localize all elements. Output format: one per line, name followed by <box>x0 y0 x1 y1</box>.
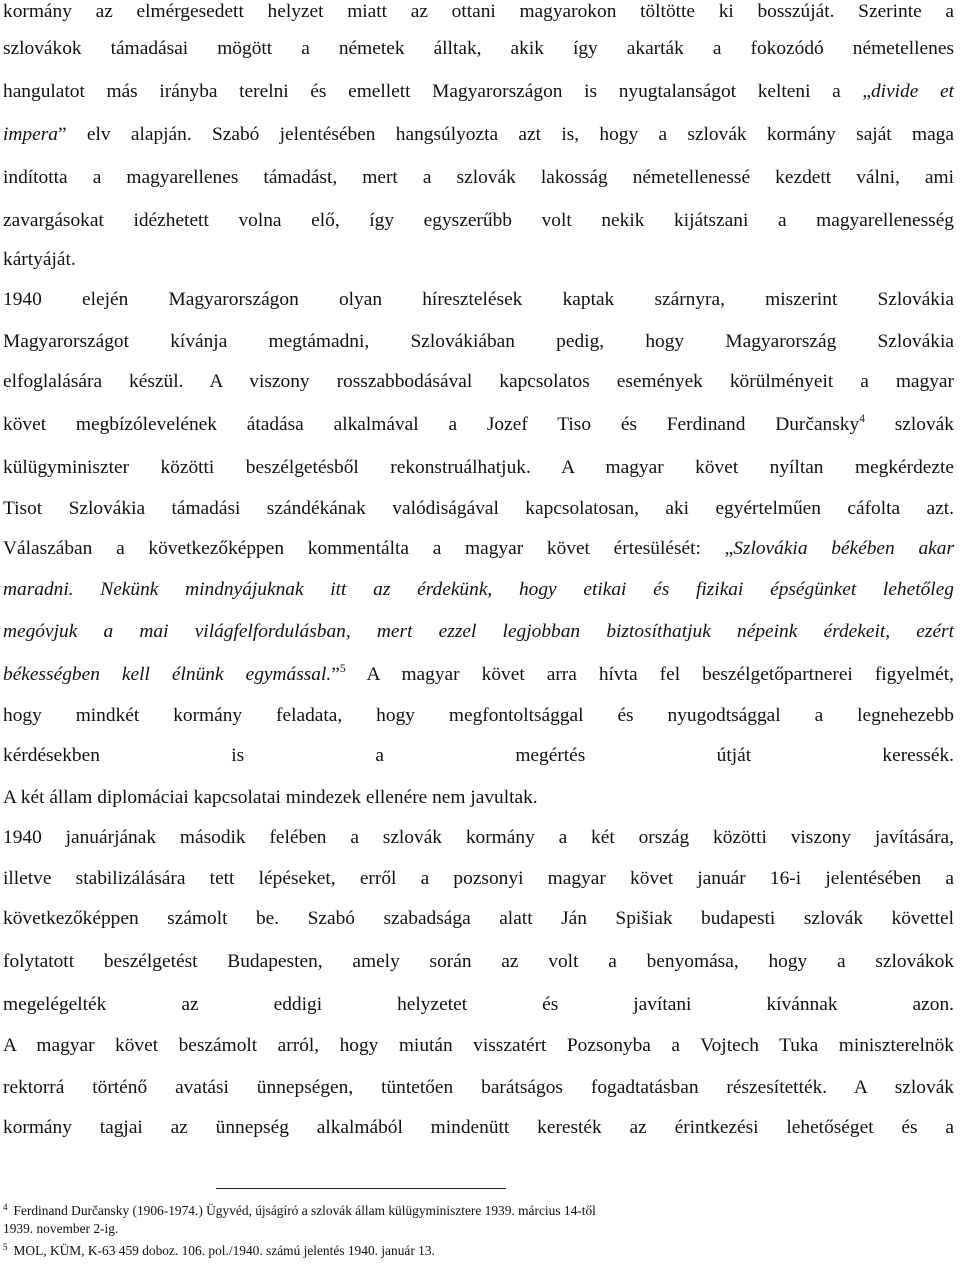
text-line <box>3 330 954 354</box>
text-line <box>3 950 954 974</box>
text-line <box>3 744 954 768</box>
text-line <box>3 620 954 644</box>
text-line <box>3 826 954 850</box>
text-segment: A két állam diplomáciai kapcsolatai mindezek ellenére nem javultak. <box>3 787 538 808</box>
text-segment: Magyarországot kívánja megtámadni, Szlovákiában pedig, hogy Magyarország Szlovákia <box>3 331 954 352</box>
text-line <box>3 993 954 1017</box>
text-segment: illetve stabilizálására tett lépéseket, erről a pozsonyi magyar követ január 16-i jelentésében a <box>3 868 954 889</box>
text-segment: kormány tagjai az ünnepség alkalmából mindenütt keresték az érintkezési lehetőséget és a <box>3 1117 954 1138</box>
text-line <box>3 248 954 272</box>
text-segment: külügyminiszter közötti beszélgetésből rekonstruálhatjuk. A magyar követ nyíltan megkérdezte <box>3 457 954 478</box>
text-segment: maradni. Nekünk mindnyájuknak itt az érdekünk, hogy etikai és fizikai épségünket lehetőleg <box>3 579 954 600</box>
text-line <box>3 867 954 891</box>
text-segment: hogy mindkét kormány feladata, hogy megfontoltsággal és nyugodtsággal a legnehezebb <box>3 705 954 726</box>
text-segment: szlovák <box>864 414 954 435</box>
text-line <box>3 123 954 147</box>
text-line <box>3 578 954 602</box>
footnote-number: 5 <box>3 1242 8 1252</box>
footnote-text: MOL, KÜM, K-63 459 doboz. 106. pol./1940. számú jelentés 1940. január 13. <box>13 1243 435 1258</box>
text-segment: Tisot Szlovákia támadási szándékának valódiságával kapcsolatosan, aki egyértelműen cáfolta azt. <box>3 498 954 519</box>
footnote-text: Ferdinand Durčansky (1906-1974.) Ügyvéd, újságíró a szlovák állam külügyminisztere 1939. március 14-től <box>13 1203 596 1218</box>
text-segment: szlovákok támadásai mögött a németek álltak, akik így akarták a fokozódó németellenes <box>3 38 954 59</box>
text-segment: impera <box>3 124 58 145</box>
footnote-ref: 5 <box>339 663 346 675</box>
text-segment: 1940 elején Magyarországon olyan híresztelések kaptak szárnyra, miszerint Szlovákia <box>3 289 954 310</box>
text-line <box>3 209 954 233</box>
footnote-separator <box>216 1188 506 1189</box>
text-segment: ” <box>331 664 340 685</box>
text-line <box>3 456 954 480</box>
text-segment: kártyáját. <box>3 249 76 270</box>
text-line <box>3 37 954 61</box>
text-segment: A magyar követ arra hívta fel beszélgetőpartnerei figyelmét, <box>345 664 954 685</box>
text-segment: zavargásokat idézhetett volna elő, így egyszerűbb volt nekik kijátszani a magyarellenesség <box>3 210 954 231</box>
text-segment: indította a magyarellenes támadást, mert a szlovák lakosság németellenessé kezdett válni, ami <box>3 167 954 188</box>
text-line <box>3 288 954 312</box>
text-segment: ” elv alapján. Szabó jelentésében hangsúlyozta azt is, hogy a szlovák kormány saját maga <box>57 124 954 145</box>
footnote-number: 4 <box>3 1202 8 1212</box>
text-segment: megóvjuk a mai világfelfordulásban, mert ezzel legjobban biztosíthatjuk népeink érdekeit, ezért <box>3 621 954 642</box>
text-segment: kérdésekben is a megértés útját keressék. <box>3 745 954 766</box>
text-segment: rektorrá történő avatási ünnepségen, tüntetően barátságos fogadtatásban részesítették. A szlovák <box>3 1077 954 1098</box>
text-segment: megelégelték az eddigi helyzetet és javítani kívánnak azon. <box>3 994 954 1015</box>
text-line <box>3 1076 954 1100</box>
text-line <box>3 370 954 394</box>
text-segment: 1940 januárjának második felében a szlovák kormány a két ország közötti viszony javítására, <box>3 827 954 848</box>
text-segment: követ megbízólevelének átadása alkalmával a Jozef Tiso és Ferdinand Durčansky <box>3 414 860 435</box>
text-line <box>3 80 954 104</box>
text-line <box>3 413 954 437</box>
text-line <box>3 0 954 24</box>
text-line <box>3 663 954 687</box>
text-line <box>3 497 954 521</box>
text-segment: divide et <box>870 81 954 102</box>
text-line <box>3 907 954 931</box>
text-segment: folytatott beszélgetést Budapesten, amely során az volt a benyomása, hogy a szlovákok <box>3 951 954 972</box>
footnote-ref: 4 <box>859 413 865 425</box>
text-segment: A magyar követ beszámolt arról, hogy miután visszatért Pozsonyba a Vojtech Tuka miniszterelnök <box>3 1035 954 1056</box>
footnote <box>3 1243 954 1259</box>
text-segment: hangulatot más irányba terelni és emellett Magyarországon is nyugtalanságot kelteni a „ <box>3 81 871 102</box>
text-segment: Válaszában a következőképpen kommentálta a magyar követ értesülését: „ <box>3 538 734 559</box>
text-segment: kormány az elmérgesedett helyzet miatt az ottani magyarokon töltötte ki bosszúját. Szerinte a <box>3 1 954 22</box>
text-line <box>3 166 954 190</box>
text-segment: békességben kell élnünk egymással. <box>3 664 332 685</box>
text-line <box>3 786 954 810</box>
text-segment: következőképpen számolt be. Szabó szabadsága alatt Ján Spišiak budapesti szlovák követtel <box>3 908 954 929</box>
text-line <box>3 1034 954 1058</box>
footnote <box>3 1221 954 1237</box>
text-segment: elfoglalására készül. A viszony rosszabbodásával kapcsolatos események körülményeit a magyar <box>3 371 954 392</box>
footnote-text: 1939. november 2-ig. <box>3 1221 119 1236</box>
text-line <box>3 704 954 728</box>
text-segment: Szlovákia békében akar <box>733 538 954 559</box>
text-line <box>3 537 954 561</box>
footnote <box>3 1203 954 1219</box>
text-line <box>3 1116 954 1140</box>
